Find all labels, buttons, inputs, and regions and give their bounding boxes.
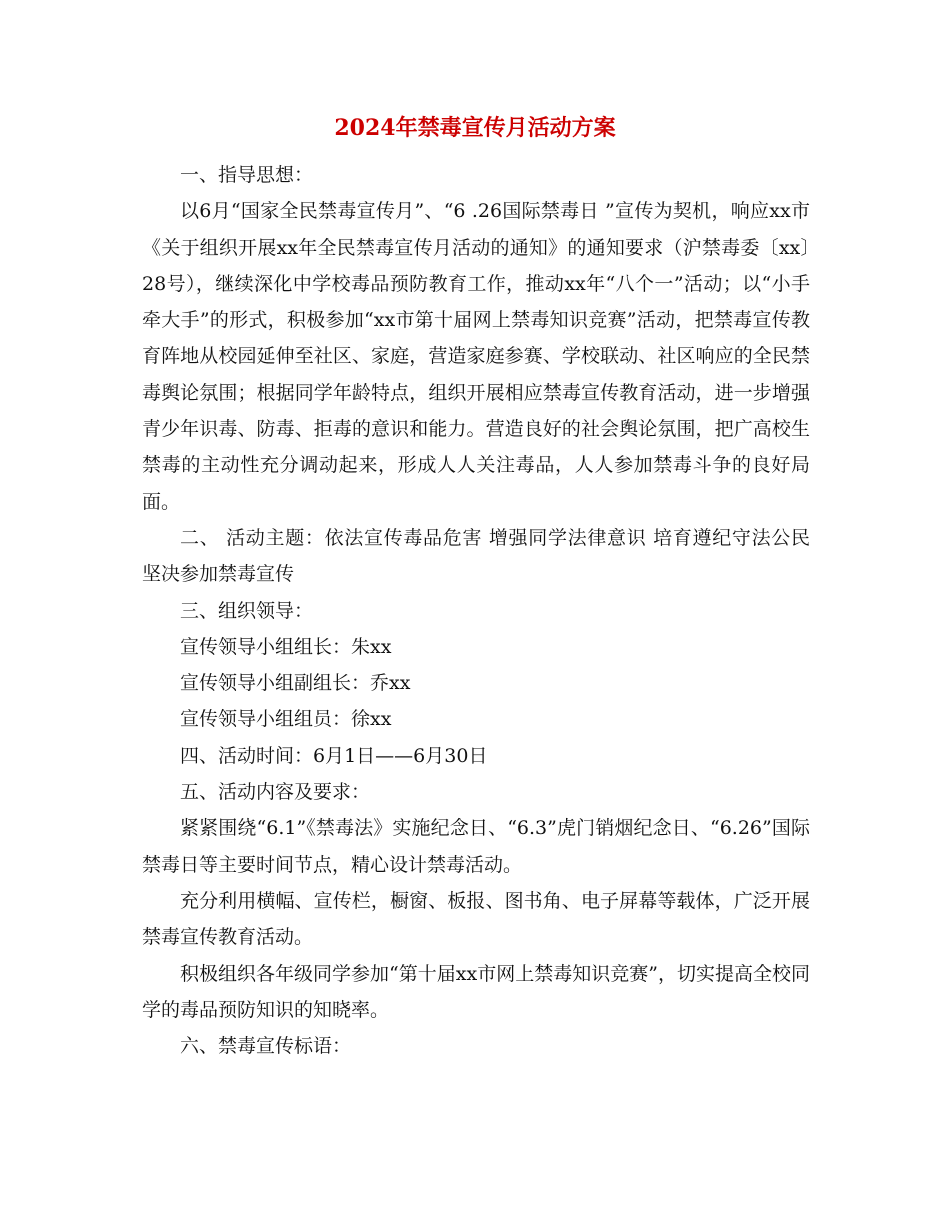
- document-body: [142, 157, 810, 1064]
- section-heading-content: 五、活动内容及要求：: [180, 781, 371, 804]
- section-heading-guiding-ideology: 一、指导思想：: [180, 164, 314, 186]
- section-activity-time: 四、活动时间：6月1日——6月30日: [180, 744, 488, 767]
- section-activity-theme: 二、 活动主题：依法宣传毒品危害 增强同学法律意识 培育遵纪守法公民 坚决参加禁毒宣传: [142, 526, 810, 586]
- paragraph-key-dates: 紧紧围绕“6.1”《禁毒法》实施纪念日、“6.3”虎门销烟纪念日、“6.26”国际禁毒日等主要时间节点，精心设计禁毒活动。: [142, 817, 810, 876]
- paragraph-media-carriers: 充分利用横幅、宣传栏，橱窗、板报、图书角、电子屏幕等载体，广泛开展禁毒宣传教育活动。: [142, 889, 810, 949]
- paragraph-guiding-ideology: 以6月“国家全民禁毒宣传月”、“6 .26国际禁毒日 ”宣传为契机，响应xx市《关于组织开展xx年全民禁毒宣传月活动的通知》的通知要求（沪禁毒委〔xx〕28号），继续深化中学校毒品预防教育工作，推动xx年“八个一”活动；以“小手牵大手”的形式，积极参加“xx市第十届网上禁毒知识竞赛”活动，把禁毒宣传教育阵地从校园延伸至社区、家庭，营造家庭参赛、学校联动、社区响应的全民禁毒舆论氛围；根据同学年龄特点，组织开展相应禁毒宣传教育活动，进一步增强青少年识毒、防毒、拒毒的意识和能力。营造良好的社会舆论氛围，把广高校生禁毒的主动性充分调动起来，形成人人关注毒品，人人参加禁毒斗争的良好局面。: [142, 200, 810, 513]
- member-line: 宣传领导小组组员：徐xx: [180, 708, 392, 731]
- document-title: 2024年禁毒宣传月活动方案: [334, 115, 616, 141]
- section-heading-organization: 三、组织领导：: [180, 599, 314, 622]
- leader-line: 宣传领导小组组长：朱xx: [180, 635, 392, 658]
- deputy-leader-line: 宣传领导小组副组长：乔xx: [180, 672, 411, 695]
- section-heading-slogans: 六、禁毒宣传标语：: [180, 1035, 352, 1058]
- paragraph-knowledge-contest: 积极组织各年级同学参加“第十届xx市网上禁毒知识竞赛”，切实提高全校同学的毒品预防知识的知晓率。: [142, 962, 810, 1021]
